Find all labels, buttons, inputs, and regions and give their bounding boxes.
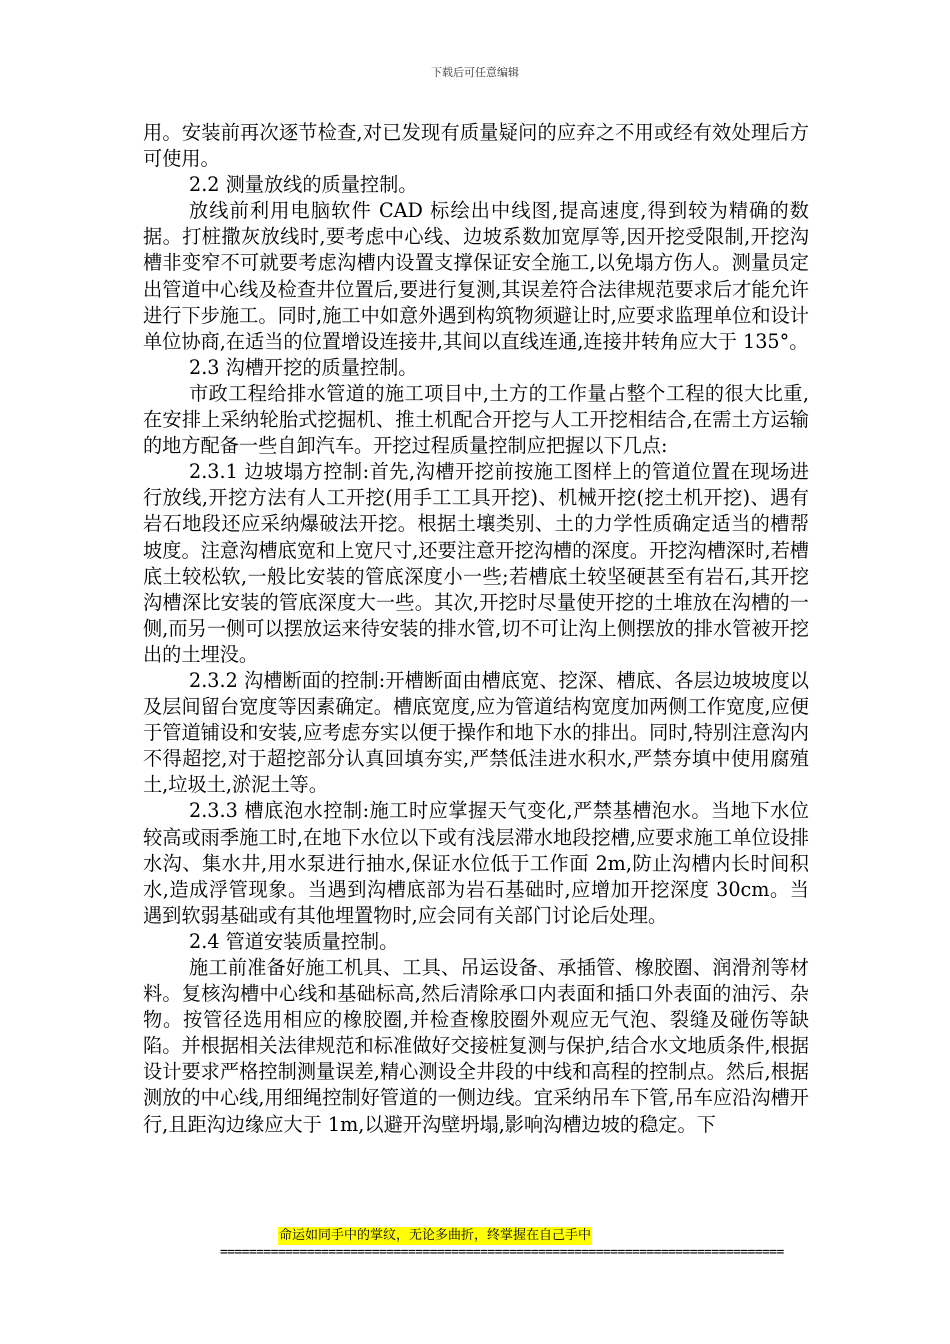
paragraph: 2.3.1 边坡塌方控制:首先,沟槽开挖前按施工图样上的管道位置在现场进行放线,开挖方法有人工开挖(用手工工具开挖)、机械开挖(挖土机开挖)、遇有岩石地段还应采纳爆破法开挖。根据土壤类别、土的力学性质确定适当的槽帮坡度。注意沟槽底宽和上宽尺寸,还要注意开挖沟槽的深度。开挖沟槽深时,若槽底土较松软,一般比安装的管底深度小一些;若槽底土较坚硬甚至有岩石,其开挖沟槽深比安装的管底深度大一些。其次,开挖时尽量使开挖的土堆放在沟槽的一侧,而另一侧可以摆放运来待安装的排水管,切不可让沟上侧摆放的排水管被开挖出的土埋没。 xyxy=(143,460,809,666)
paragraph: 放线前利用电脑软件 CAD 标绘出中线图,提高速度,得到较为精确的数据。打桩撒灰放线时,要考虑中心线、边坡系数加宽厚等,因开挖受限制,开挖沟槽非变窄不可就要考虑沟槽内设置支撑保证安全施工,以免塌方伤人。测量员定出管道中心线及检查井位置后,要进行复测,其误差符合法律规范要求后才能允许进行下步施工。同时,施工中如意外遇到构筑物须避让时,应要求监理单位和设计单位协商,在适当的位置增设连接井,其间以直线连通,连接井转角应大于 135°。 xyxy=(143,199,809,353)
footer-divider: ============================================================================== xyxy=(220,1245,784,1260)
footer-quote: 命运如同手中的掌纹，无论多曲折，终掌握在自己手中 xyxy=(279,1228,592,1243)
paragraph: 用。安装前再次逐节检查,对已发现有质量疑问的应弃之不用或经有效处理后方可使用。 xyxy=(143,121,809,171)
page-header: 下载后可任意编辑 xyxy=(431,66,519,79)
document-body xyxy=(143,120,809,1138)
paragraph: 施工前准备好施工机具、工具、吊运设备、承插管、橡胶圈、润滑剂等材料。复核沟槽中心线和基础标高,然后清除承口内表面和插口外表面的油污、杂物。按管径选用相应的橡胶圈,并检查橡胶圈外观应无气泡、裂缝及碰伤等缺陷。并根据相关法律规范和标准做好交接桩复测与保护,结合水文地质条件,根据设计要求严格控制测量误差,精心测设全井段的中线和高程的控制点。然后,根据测放的中心线,用细绳控制好管道的一侧边线。宜采纳吊车下管,吊车应沿沟槽开行,且距沟边缘应大于 1m,以避开沟壁坍塌,影响沟槽边坡的稳定。下 xyxy=(143,956,809,1136)
section-heading: 2.2 测量放线的质量控制。 xyxy=(189,173,418,197)
paragraph: 2.3.3 槽底泡水控制:施工时应掌握天气变化,严禁基槽泡水。当地下水位较高或雨季施工时,在地下水位以下或有浅层滞水地段挖槽,应要求施工单位设排水沟、集水井,用水泵进行抽水,保证水位低于工作面 2m,防止沟槽内长时间积水,造成浮管现象。当遇到沟槽底部为岩石基础时,应增加开挖深度 30cm。当遇到软弱基础或有其他埋置物时,应会同有关部门讨论后处理。 xyxy=(143,799,809,927)
paragraph: 2.3.2 沟槽断面的控制:开槽断面由槽底宽、挖深、槽底、各层边坡坡度以及层间留台宽度等因素确定。槽底宽度,应为管道结构宽度加两侧工作宽度,应便于管道铺设和安装,应考虑夯实以便于操作和地下水的排出。同时,特别注意沟内不得超挖,对于超挖部分认真回填夯实,严禁低洼进水积水,严禁夯填中使用腐殖土,垃圾土,淤泥土等。 xyxy=(143,668,809,797)
section-heading: 2.4 管道安装质量控制。 xyxy=(189,929,399,953)
section-heading: 2.3 沟槽开挖的质量控制。 xyxy=(189,355,418,379)
paragraph: 市政工程给排水管道的施工项目中,土方的工作量占整个工程的很大比重,在安排上采纳轮胎式挖掘机、推土机配合开挖与人工开挖相结合,在需土方运输的地方配备一些自卸汽车。开挖过程质量控制应把握以下几点: xyxy=(143,381,809,458)
